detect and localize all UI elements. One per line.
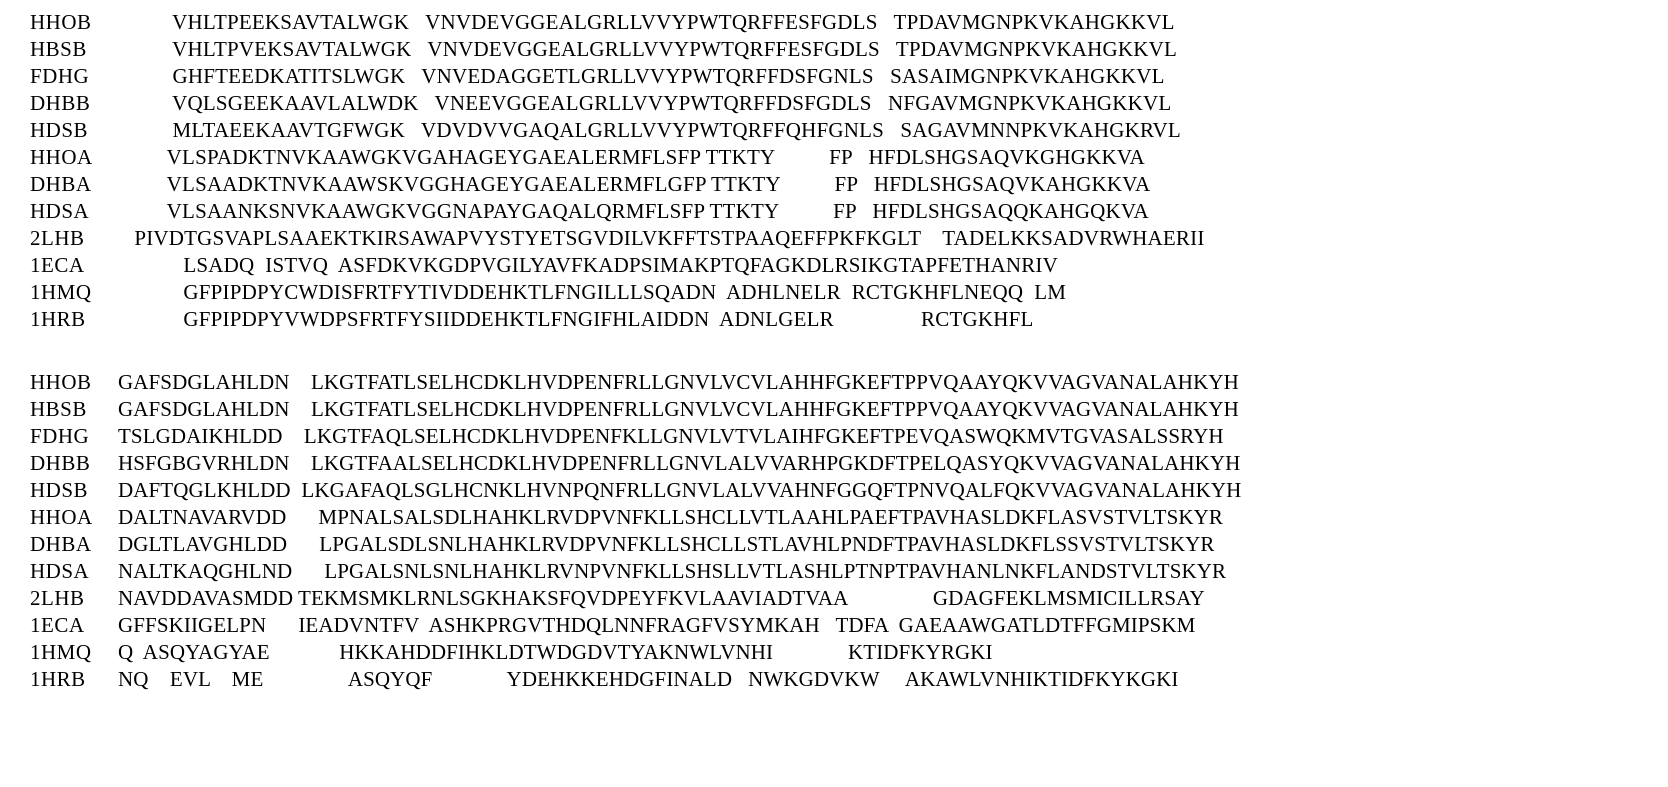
sequence-label: HHOA [30, 145, 93, 169]
alignment-row [0, 667, 1668, 694]
alignment-row [0, 478, 1668, 505]
sequence-label: HBSB [30, 397, 87, 421]
sequence-label: HDSB [30, 118, 89, 142]
alignment-block-1 [0, 10, 1668, 334]
sequence-label: 1HMQ [30, 280, 92, 304]
alignment-row [0, 64, 1668, 91]
sequence-residues: PIVDTGSVAPLSAAEKTKIRSAWAPVYSTYETSGVDILVKFFTSTPAAQEFFPKFKGLT TADELKKSADVRWHAERII [118, 226, 1205, 250]
alignment-row [0, 424, 1668, 451]
sequence-label: 1ECA [30, 613, 85, 637]
sequence-label: HDSA [30, 559, 90, 583]
sequence-residues: GFPIPDPYVWDPSFRTFYSIIDDEHKTLFNGIFHLAIDDN ADNLGELR RCTGKHFL [118, 307, 1034, 331]
alignment-row [0, 370, 1668, 397]
alignment-row [0, 199, 1668, 226]
sequence-residues: VHLTPEEKSAVTALWGK VNVDEVGGEALGRLLVVYPWTQRFFESFGDLS TPDAVMGNPKVKAHGKKVL [118, 10, 1175, 34]
sequence-label: FDHG [30, 424, 90, 448]
sequence-residues: DAFTQGLKHLDD LKGAFAQLSGLHCNKLHVNPQNFRLLGNVLALVVAHNFGGQFTPNVQALFQKVVAGVANALAHKYH [118, 478, 1242, 502]
block-separator [0, 334, 1668, 370]
alignment-row [0, 280, 1668, 307]
sequence-residues: NAVDDAVASMDD TEKMSMKLRNLSGKHAKSFQVDPEYFKVLAAVIADTVAA GDAGFEKLMSMICILLRSAY [118, 586, 1205, 610]
sequence-residues: GAFSDGLAHLDN LKGTFATLSELHCDKLHVDPENFRLLGNVLVCVLAHHFGKEFTPPVQAAYQKVVAGVANALAHKYH [118, 370, 1239, 394]
alignment-row [0, 172, 1668, 199]
sequence-label: 1HRB [30, 307, 86, 331]
alignment-row [0, 145, 1668, 172]
sequence-residues: HSFGBGVRHLDN LKGTFAALSELHCDKLHVDPENFRLLGNVLALVVARHPGKDFTPELQASYQKVVAGVANALAHKYH [118, 451, 1241, 475]
sequence-label: 2LHB [30, 586, 85, 610]
sequence-residues: GHFTEEDKATITSLWGK VNVEDAGGETLGRLLVVYPWTQRFFDSFGNLS SASAIMGNPKVKAHGKKVL [118, 64, 1165, 88]
sequence-residues: VQLSGEEKAAVLALWDK VNEEVGGEALGRLLVVYPWTQRFFDSFGDLS NFGAVMGNPKVKAHGKKVL [118, 91, 1172, 115]
sequence-label: 1HRB [30, 667, 86, 691]
alignment-row [0, 397, 1668, 424]
sequence-label: DHBA [30, 172, 92, 196]
alignment-row [0, 505, 1668, 532]
sequence-label: 1ECA [30, 253, 85, 277]
sequence-residues: MLTAEEKAAVTGFWGK VDVDVVGAQALGRLLVVYPWTQRFFQHFGNLS SAGAVMNNPKVKAHGKRVL [118, 118, 1181, 142]
sequence-residues: VLSAANKSNVKAAWGKVGGNAPAYGAQALQRMFLSFP TTKTY FP HFDLSHGSAQQKAHGQKVA [118, 199, 1149, 223]
sequence-residues: NQ EVL ME ASQYQF YDEHKKEHDGFINALD NWKGDVKW AKAWLVNHIKTIDFKYKGKI [118, 667, 1179, 691]
alignment-row [0, 559, 1668, 586]
alignment-row [0, 451, 1668, 478]
alignment-row [0, 37, 1668, 64]
alignment-row [0, 10, 1668, 37]
sequence-residues: VLSAADKTNVKAAWSKVGGHAGEYGAEALERMFLGFP TTKTY FP HFDLSHGSAQVKAHGKKVA [118, 172, 1151, 196]
sequence-label: HBSB [30, 37, 87, 61]
sequence-residues: DGLTLAVGHLDD LPGALSDLSNLHAHKLRVDPVNFKLLSHCLLSTLAVHLPNDFTPAVHASLDKFLSSVSTVLTSKYR [118, 532, 1215, 556]
sequence-residues: GFPIPDPYCWDISFRTFYTIVDDEHKTLFNGILLLSQADN ADHLNELR RCTGKHFLNEQQ LM [118, 280, 1067, 304]
sequence-residues: NALTKAQGHLND LPGALSNLSNLHAHKLRVNPVNFKLLSHSLLVTLASHLPTNPTPAVHANLNKFLANDSTVLTSKYR [118, 559, 1227, 583]
sequence-residues: GFFSKIIGELPN IEADVNTFV ASHKPRGVTHDQLNNFRAGFVSYMKAH TDFA GAEAAWGATLDTFFGMIPSKM [118, 613, 1196, 637]
sequence-label: DHBB [30, 91, 91, 115]
sequence-residues: GAFSDGLAHLDN LKGTFATLSELHCDKLHVDPENFRLLGNVLVCVLAHHFGKEFTPPVQAAYQKVVAGVANALAHKYH [118, 397, 1239, 421]
sequence-label: FDHG [30, 64, 90, 88]
sequence-label: DHBB [30, 451, 91, 475]
alignment-document [0, 10, 1668, 787]
sequence-residues: VHLTPVEKSAVTALWGK VNVDEVGGEALGRLLVVYPWTQRFFESFGDLS TPDAVMGNPKVKAHGKKVL [118, 37, 1177, 61]
alignment-block-2 [0, 370, 1668, 694]
sequence-residues: LSADQ ISTVQ ASFDKVKGDPVGILYAVFKADPSIMAKPTQFAGKDLRSIKGTAPFETHANRIV [118, 253, 1058, 277]
sequence-label: HDSA [30, 199, 90, 223]
sequence-label: DHBA [30, 532, 92, 556]
alignment-row [0, 307, 1668, 334]
sequence-label: HHOA [30, 505, 93, 529]
sequence-residues: Q ASQYAGYAE HKKAHDDFIHKLDTWDGDVTYAKNWLVNHI KTIDFKYRGKI [118, 640, 993, 664]
alignment-row [0, 91, 1668, 118]
sequence-residues: DALTNAVARVDD MPNALSALSDLHAHKLRVDPVNFKLLSHCLLVTLAAHLPAEFTPAVHASLDKFLASVSTVLTSKYR [118, 505, 1223, 529]
sequence-residues: VLSPADKTNVKAAWGKVGAHAGEYGAEALERMFLSFP TTKTY FP HFDLSHGSAQVKGHGKKVA [118, 145, 1145, 169]
sequence-label: HDSB [30, 478, 89, 502]
sequence-label: HHOB [30, 10, 92, 34]
alignment-row [0, 532, 1668, 559]
sequence-label: HHOB [30, 370, 92, 394]
alignment-row [0, 586, 1668, 613]
sequence-label: 2LHB [30, 226, 85, 250]
alignment-row [0, 226, 1668, 253]
alignment-row [0, 640, 1668, 667]
sequence-residues: TSLGDAIKHLDD LKGTFAQLSELHCDKLHVDPENFKLLGNVLVTVLAIHFGKEFTPEVQASWQKMVTGVASALSSRYH [118, 424, 1224, 448]
alignment-row [0, 613, 1668, 640]
alignment-row [0, 118, 1668, 145]
alignment-row [0, 253, 1668, 280]
sequence-label: 1HMQ [30, 640, 92, 664]
